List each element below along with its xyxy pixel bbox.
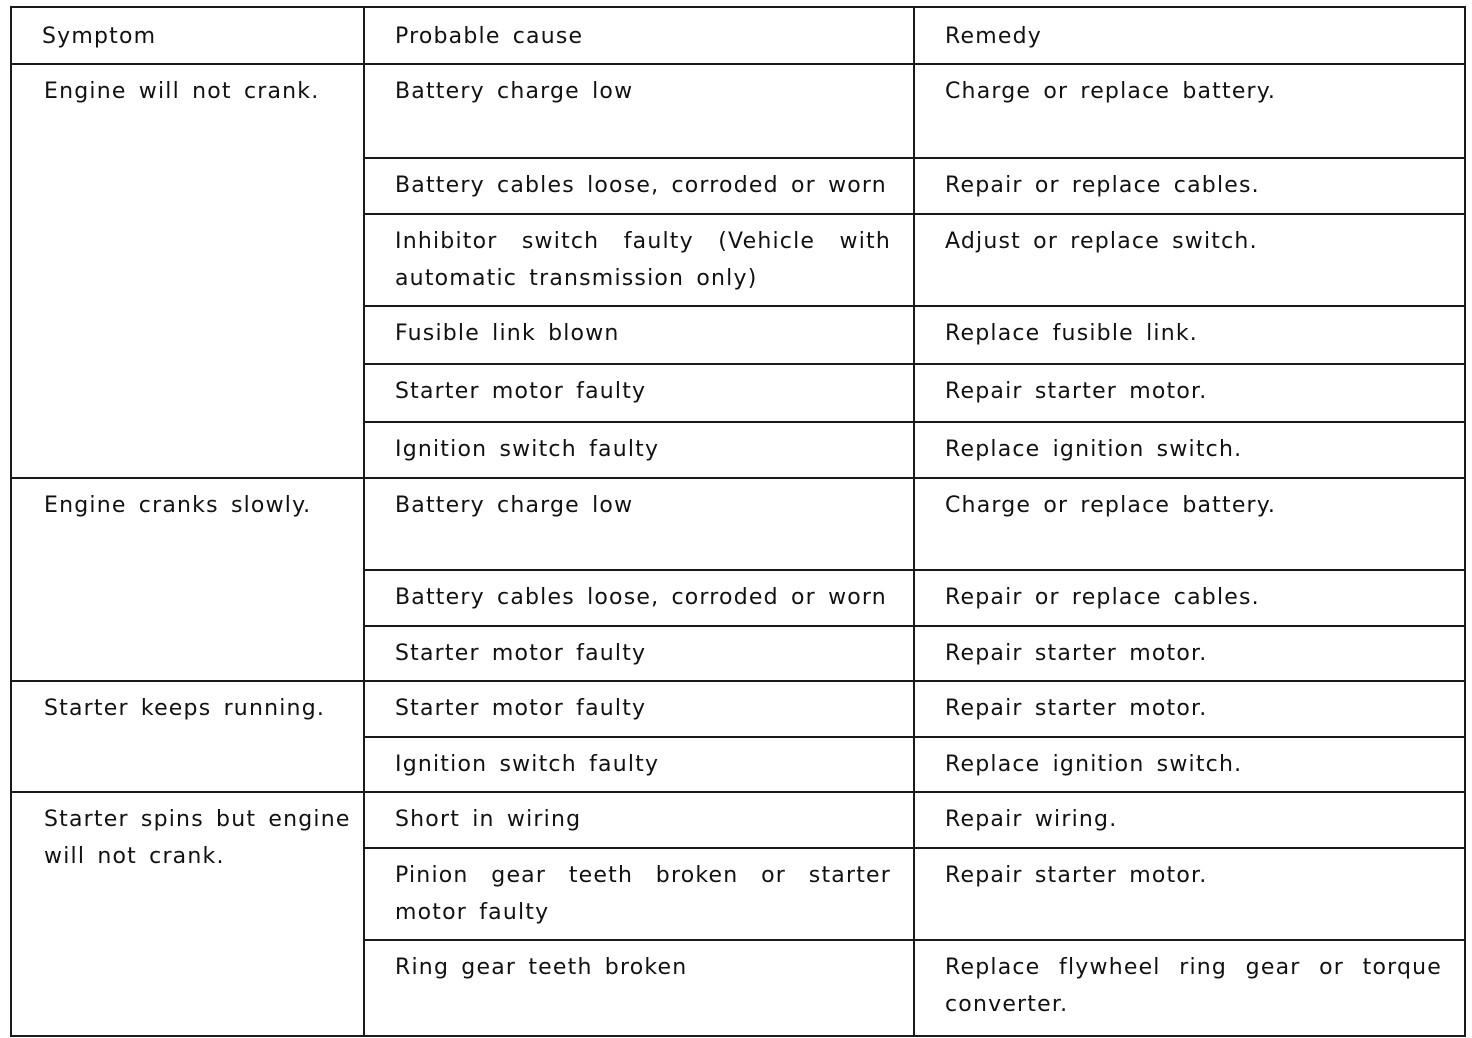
troubleshooting-table [10,6,1466,1037]
remedy-cell: Repair starter motor. [914,681,1465,737]
probable-cause-cell: Ignition switch faulty [364,422,914,478]
symptom-cell: Starter keeps running. [11,681,364,792]
probable-cause-cell: Fusible link blown [364,306,914,364]
probable-cause-cell: Starter motor faulty [364,681,914,737]
remedy-cell: Repair wiring. [914,792,1465,848]
symptom-cell: Engine cranks slowly. [11,478,364,681]
remedy-cell: Repair starter motor. [914,626,1465,681]
probable-cause-cell: Battery charge low [364,64,914,158]
probable-cause-cell: Battery cables loose, corroded or worn [364,158,914,214]
header-remedy: Remedy [914,7,1465,64]
remedy-cell: Repair starter motor. [914,848,1465,940]
probable-cause-cell: Starter motor faulty [364,626,914,681]
header-symptom: Symptom [11,7,364,64]
remedy-cell: Replace ignition switch. [914,422,1465,478]
remedy-cell: Repair starter motor. [914,364,1465,422]
table-row [11,792,1465,848]
remedy-cell: Charge or replace battery. [914,64,1465,158]
remedy-cell: Replace ignition switch. [914,737,1465,792]
remedy-cell: Repair or replace cables. [914,570,1465,626]
remedy-cell: Charge or replace battery. [914,478,1465,570]
table-row [11,681,1465,737]
remedy-cell: Replace fusible link. [914,306,1465,364]
symptom-cell: Engine will not crank. [11,64,364,478]
table-body [11,64,1465,1036]
probable-cause-cell: Ignition switch faulty [364,737,914,792]
remedy-cell: Adjust or replace switch. [914,214,1465,306]
remedy-cell: Replace flywheel ring gear or torque converter. [914,940,1465,1036]
header-probable-cause: Probable cause [364,7,914,64]
table-header [11,7,1465,64]
probable-cause-cell: Ring gear teeth broken [364,940,914,1036]
table-row [11,64,1465,158]
remedy-cell: Repair or replace cables. [914,158,1465,214]
probable-cause-cell: Pinion gear teeth broken or starter motor faulty [364,848,914,940]
probable-cause-cell: Inhibitor switch faulty (Vehicle with automatic transmission only) [364,214,914,306]
probable-cause-cell: Battery cables loose, corroded or worn [364,570,914,626]
header-row [11,7,1465,64]
probable-cause-cell: Battery charge low [364,478,914,570]
probable-cause-cell: Starter motor faulty [364,364,914,422]
probable-cause-cell: Short in wiring [364,792,914,848]
table-row [11,478,1465,570]
symptom-cell: Starter spins but engine will not crank. [11,792,364,1036]
